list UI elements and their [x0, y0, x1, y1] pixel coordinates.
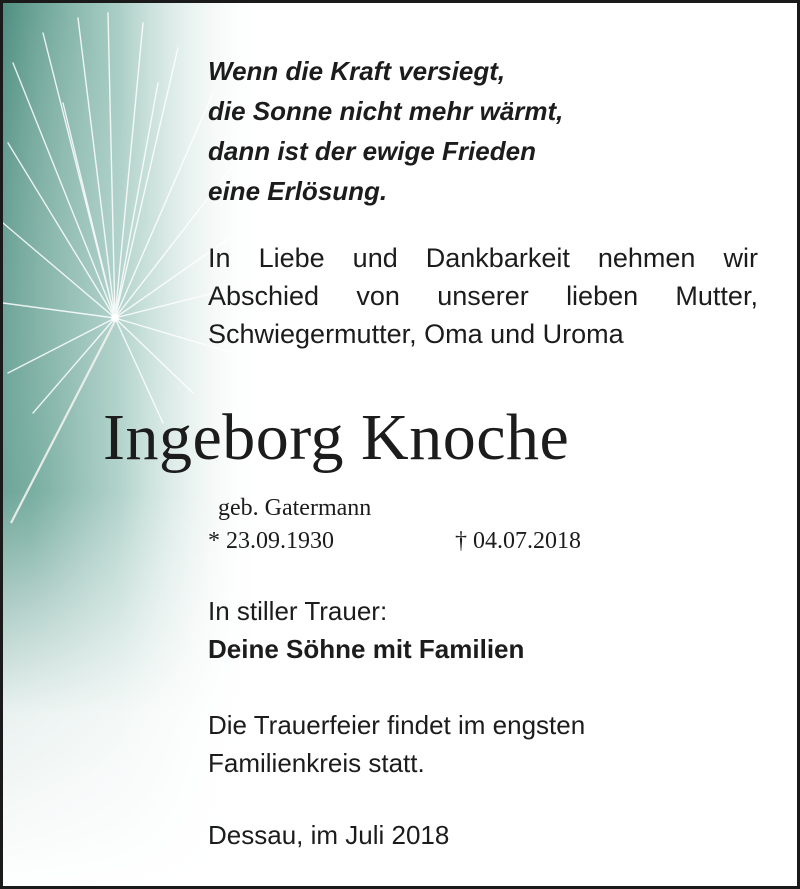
intro-word: Abschied: [208, 281, 320, 311]
funeral-notice: [208, 706, 585, 782]
intro-word: und: [352, 243, 398, 273]
poem-line: dann ist der ewige Frieden: [208, 136, 536, 166]
intro-word: Dankbarkeit: [425, 243, 570, 273]
notice-line: Familienkreis statt.: [208, 748, 425, 778]
intro-word: lieben: [566, 281, 639, 311]
intro-word: Mutter,: [675, 281, 758, 311]
place-date: Dessau, im Juli 2018: [208, 820, 450, 850]
intro-word: wir: [723, 243, 758, 273]
intro-word: Liebe: [258, 243, 325, 273]
deceased-name: Ingeborg Knoche: [103, 401, 570, 474]
notice-line: Die Trauerfeier findet im engsten: [208, 710, 586, 740]
intro-word: unserer: [437, 281, 529, 311]
birth-date: * 23.09.1930: [208, 528, 334, 554]
poem-line: eine Erlösung.: [208, 176, 388, 206]
mourners-label: In stiller Trauer:: [208, 596, 388, 626]
intro-text: [208, 239, 758, 353]
death-date: † 04.07.2018: [455, 528, 581, 554]
intro-word: von: [356, 281, 400, 311]
intro-word: nehmen: [597, 243, 696, 273]
birth-name: geb. Gatermann: [218, 495, 372, 521]
poem-line: die Sonne nicht mehr wärmt,: [208, 96, 564, 126]
intro-line: [208, 277, 758, 315]
intro-line: Schwiegermutter, Oma und Uroma: [208, 319, 624, 349]
poem: [208, 51, 563, 211]
intro-word: In: [208, 243, 231, 273]
poem-line: Wenn die Kraft versiegt,: [208, 56, 506, 86]
intro-line: [208, 239, 758, 277]
mourners-names: Deine Söhne mit Familien: [208, 634, 525, 664]
